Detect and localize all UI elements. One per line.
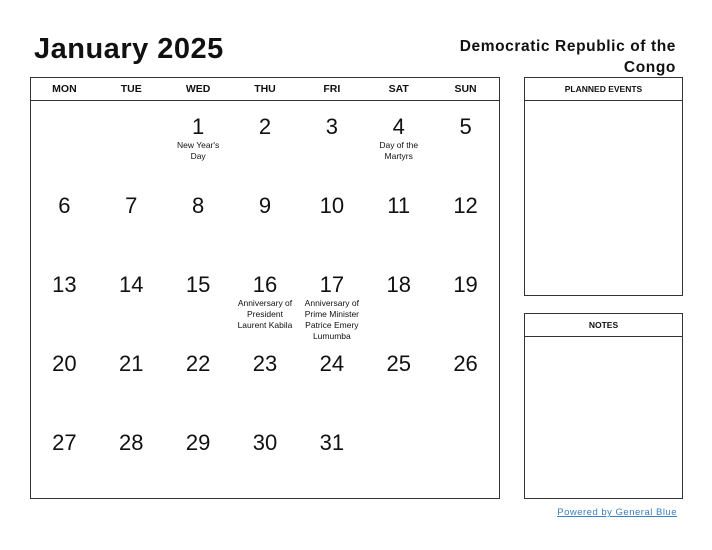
- weekday-header: TUE: [120, 83, 142, 95]
- country-name: [416, 36, 676, 78]
- day-cell: [232, 417, 299, 496]
- day-cell: [298, 101, 365, 180]
- day-cell: [365, 180, 432, 259]
- day-cell: [98, 180, 165, 259]
- day-cell: [165, 101, 232, 180]
- day-cell: [298, 338, 365, 417]
- day-number: 21: [119, 351, 144, 376]
- day-number: 26: [453, 351, 478, 376]
- day-number: 19: [453, 272, 478, 297]
- day-cell: [365, 259, 432, 338]
- calendar-grid: [30, 77, 500, 499]
- day-cell: [432, 338, 499, 417]
- holiday-label-line: Prime Minister: [304, 309, 359, 319]
- weekday-header: THU: [254, 83, 276, 95]
- holiday-label: [167, 140, 229, 162]
- day-cell: [232, 259, 299, 338]
- day-number: 4: [392, 114, 405, 139]
- holiday-label-line: President: [247, 309, 283, 319]
- day-cell: [232, 180, 299, 259]
- day-number: 10: [319, 193, 345, 218]
- day-cell: [98, 259, 165, 338]
- weekday-header: WED: [185, 83, 211, 95]
- day-number: 28: [119, 430, 144, 455]
- day-number: 25: [386, 351, 411, 376]
- day-cell: [98, 417, 165, 496]
- day-cell: [432, 180, 499, 259]
- day-cell: [98, 101, 165, 180]
- day-number: 27: [52, 430, 77, 455]
- day-number: 13: [52, 272, 77, 297]
- weekday-header-row: [31, 78, 499, 101]
- day-cell: [165, 259, 232, 338]
- day-cell: [31, 259, 98, 338]
- day-cell: [31, 338, 98, 417]
- holiday-label-line: Patrice Emery: [305, 320, 359, 330]
- day-cell: [232, 101, 299, 180]
- day-cell: [365, 338, 432, 417]
- day-number: 1: [192, 114, 205, 139]
- country-name-line1: Democratic Republic of the: [459, 38, 676, 55]
- holiday-label-line: Day of the: [379, 140, 419, 150]
- day-cell: [298, 180, 365, 259]
- day-cell: [31, 101, 98, 180]
- planned-events-heading: PLANNED EVENTS: [525, 78, 682, 101]
- day-number: 7: [125, 193, 138, 218]
- day-number: 2: [258, 114, 272, 139]
- day-cell: [298, 417, 365, 496]
- day-number: 15: [185, 272, 211, 297]
- planned-events-box: [524, 77, 683, 296]
- day-number: 23: [252, 351, 278, 376]
- day-cell: [365, 417, 432, 496]
- day-cell: [165, 417, 232, 496]
- weekday-header: FRI: [323, 83, 341, 95]
- day-number: 18: [386, 272, 411, 297]
- calendar-weeks: [31, 101, 499, 496]
- day-cell: [165, 180, 232, 259]
- day-number: 20: [52, 351, 77, 376]
- day-number: 6: [58, 193, 71, 218]
- day-number: 3: [325, 114, 338, 139]
- day-number: 16: [252, 272, 278, 297]
- day-number: 14: [119, 272, 144, 297]
- day-number: 17: [319, 272, 345, 297]
- holiday-label: [234, 298, 296, 331]
- day-number: 24: [319, 351, 345, 376]
- country-name-line2: Congo: [623, 59, 676, 76]
- powered-by-link[interactable]: Powered by General Blue: [557, 507, 677, 518]
- day-cell: [232, 338, 299, 417]
- holiday-label-line: Lumumba: [312, 331, 351, 341]
- day-number: 31: [319, 430, 345, 455]
- holiday-label: [368, 140, 430, 162]
- day-cell: [98, 338, 165, 417]
- day-cell: [365, 101, 432, 180]
- day-number: 8: [192, 193, 205, 218]
- holiday-label-line: Day: [190, 151, 206, 161]
- holiday-label-line: Anniversary of: [237, 298, 293, 308]
- day-number: 30: [252, 430, 278, 455]
- day-cell: [432, 101, 499, 180]
- day-number: 12: [453, 193, 478, 218]
- holiday-label: [301, 298, 363, 342]
- notes-box: [524, 313, 683, 499]
- notes-heading: NOTES: [525, 314, 682, 337]
- weekday-header: MON: [52, 83, 77, 95]
- day-cell: [432, 417, 499, 496]
- page-title: January 2025: [34, 33, 224, 65]
- weekday-header: SUN: [454, 83, 477, 95]
- day-cell: [165, 338, 232, 417]
- weekday-header: SAT: [388, 83, 409, 95]
- day-number: 5: [459, 114, 472, 139]
- day-number: 9: [258, 193, 272, 218]
- day-cell: [298, 259, 365, 341]
- day-cell: [31, 417, 98, 496]
- day-cell: [432, 259, 499, 338]
- holiday-label-line: Martyrs: [384, 151, 413, 161]
- holiday-label-line: Laurent Kabila: [237, 320, 293, 330]
- holiday-label-line: Anniversary of: [304, 298, 360, 308]
- day-number: 22: [185, 351, 211, 376]
- holiday-label-line: New Year's: [176, 140, 220, 150]
- day-cell: [31, 180, 98, 259]
- day-number: 11: [387, 193, 411, 218]
- day-number: 29: [185, 430, 211, 455]
